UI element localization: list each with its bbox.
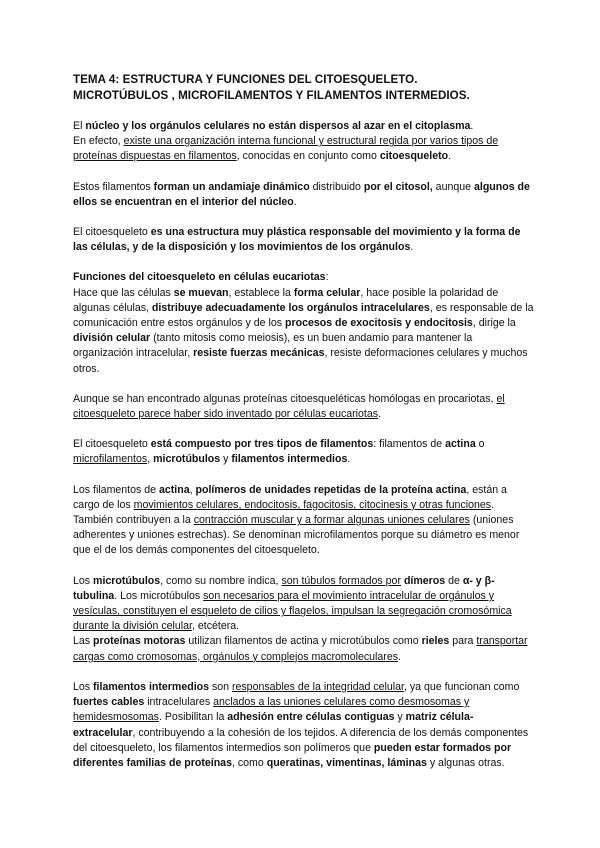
paragraph-filaments: Estos filamentos forman un andamiaje dinámico distribuido por el citosol, aunque algunos de ellos se encuentran en el interior del núcleo. — [73, 180, 530, 208]
document-page — [73, 72, 535, 771]
paragraph-prokaryotes: Aunque se han encontrado algunas proteínas citoesqueléticas homólogas en procariotas, el citoesqueleto parece haber sido inventado por células eucariotas. — [73, 392, 505, 421]
title-line-1: TEMA 4: ESTRUCTURA Y FUNCIONES DEL CITOESQUELETO. — [73, 73, 418, 86]
section-heading-functions: Funciones del citoesqueleto en células eucariotas — [73, 271, 326, 284]
paragraph-intro: El núcleo y los orgánulos celulares no están dispersos al azar en el citoplasma. En efecto, existe una organización interna funcional y estructural regida por varios tipos de proteínas dispuestas en filamentos, conocidas en conjunto como citoesqueleto. — [73, 120, 499, 163]
document-title — [73, 72, 535, 104]
paragraph-three-types: El citoesqueleto está compuesto por tres tipos de filamentos: filamentos de actina o microfilamentos, microtúbulos y filamentos intermedios. — [73, 438, 485, 466]
paragraph-functions: Funciones del citoesqueleto en células eucariotas: Hace que las células se muevan, establece la forma celular, hace posible la polaridad de algunas células, distribuye adecuadamente los orgánulos intracelulares, es responsable de la comunicación entre estos orgánulos y de los procesos de exocitosis y endocitosis, dirige la división celular (tanto mitosis como meiosis), es un buen andamio para mantener la organización intracelular, resiste fuerzas mecánicas, resiste deformaciones celulares y muchos otros. — [73, 271, 534, 375]
title-line-2: MICROTÚBULOS , MICROFILAMENTOS Y FILAMENTOS INTERMEDIOS. — [73, 89, 470, 102]
paragraph-plastic-structure: El citoesqueleto es una estructura muy plástica responsable del movimiento y la forma de las células, y de la disposición y los movimientos de los orgánulos. — [73, 226, 521, 254]
paragraph-actin: Los filamentos de actina, polímeros de unidades repetidas de la proteína actina, están a cargo de los movimientos celulares, endocitosis, fagocitosis, citocinesis y otras funciones. También contribuyen a la contracción muscular y a formar algunas uniones celulares (uniones adherentes y uniones estrechas). Se denominan microfilamentos porque su diámetro es menor que el de los demás componentes del citoesqueleto. — [73, 483, 520, 557]
paragraph-intermediate-filaments: Los filamentos intermedios son responsables de la integridad celular, ya que funcionan como fuertes cables intracelulares anclados a las uniones celulares como desmosomas y hemidesmosomas. Posibilitan la adhesión entre células contiguas y matriz célula-extracelular, contribuyendo a la cohesión de los tejidos. A diferencia de los demás componentes del citoesqueleto, los filamentos intermedios son polímeros que pueden estar formados por diferentes familias de proteínas, como queratinas, vimentinas, láminas y algunas otras. — [73, 680, 529, 769]
paragraph-microtubules: Los microtúbulos, como su nombre indica, son túbulos formados por dímeros de α- y β-tubulina. Los microtúbulos son necesarios para el movimiento intracelular de orgánulos y vesículas, constituyen el esqueleto de cilios y flagelos, impulsan la segregación cromosómica durante la división celular, etcétera. Las proteínas motoras utilizan filamentos de actina y microtúbulos como rieles para transportar cargas como cromosomas, orgánulos y complejos macromoleculares. — [73, 574, 528, 663]
